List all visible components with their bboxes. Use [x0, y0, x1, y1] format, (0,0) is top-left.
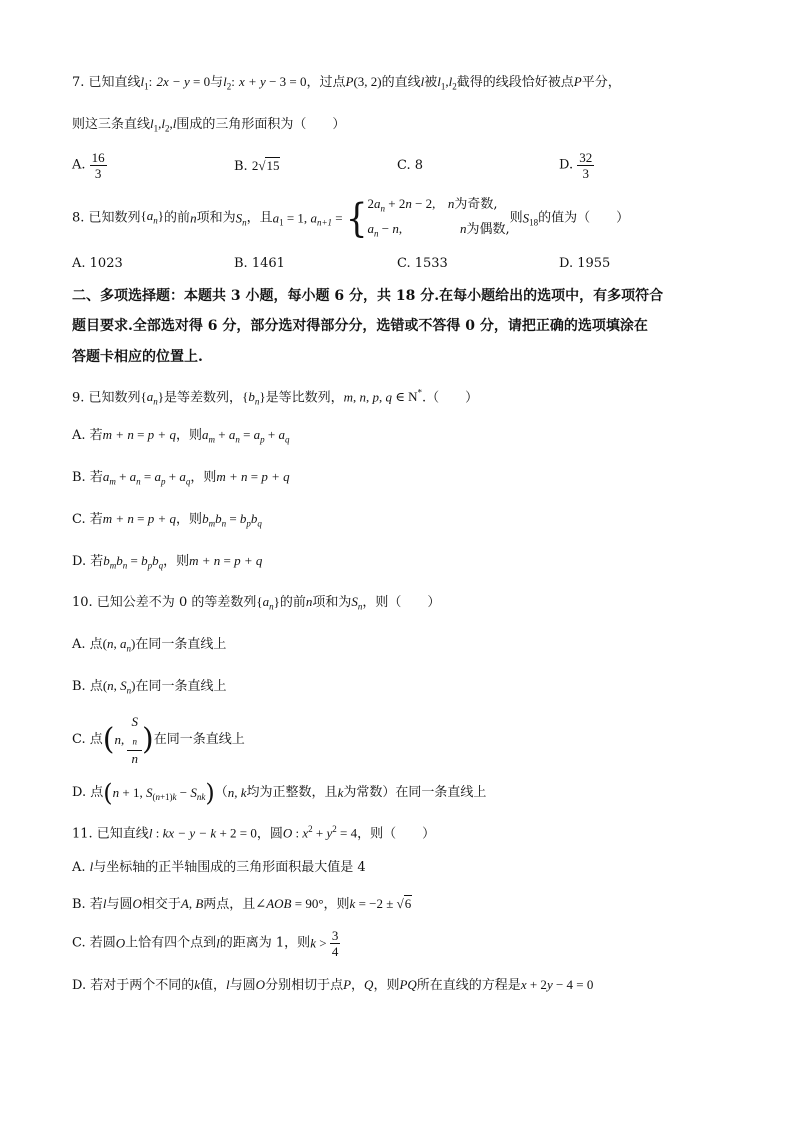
q7-option-b: B. 2√15	[234, 158, 280, 174]
q11-option-b: B. 若l与圆O相交于A, B两点，且∠AOB = 90°，则k = −2 ± √6	[72, 896, 412, 912]
q7-line1: 7. 已知直线$l_1$: 2x − y = 0与$l_2$: x + y − 3 = 0，过点P(3, 2)的直线l被$l_1,l_2$截得的线段恰好被点P平分，	[72, 74, 621, 92]
q7-option-a: A. $\frac{16}{3}$	[72, 150, 105, 181]
q8-option-a: A. 1023	[72, 256, 123, 271]
q8-stem: 8. 已知数列$\{a_n\}$的前n项和为$S_n$，且$a_1 = 1$, $a_{n+1}$ = { $2a_n + 2n - 2$, n为奇数, $a_n - n$, n为偶数, 则$S_{18}$的值为（ ）	[72, 195, 630, 242]
q10-stem: 10. 已知公差不为 0 的等差数列$\{a_n\}$的前n项和为$S_n$，则（ ）	[72, 594, 441, 612]
q11-stem: 11. 已知直线l : kx − y − k + 2 = 0，圆O : $x^2 + y^2 = 4$，则（ ）	[72, 824, 436, 842]
q9-option-b: B. 若$a_m + a_n = a_p + a_q$，则m + n = p + q	[72, 469, 290, 487]
q7-option-d: D. $\frac{32}{3}$	[559, 150, 593, 181]
section2-line3: 答题卡相应的位置上.	[72, 349, 203, 365]
q10-option-c: C. 点(n, S $_n$ n )在同一条直线上	[72, 714, 245, 766]
q9-option-a: A. 若m + n = p + q，则$a_m + a_n = a_p + a_q$	[72, 427, 290, 445]
q10-option-d: D. 点(n + 1, $S_{(n+1)k} - S_{nk})(n$, k均为正整数，且k为常数）在同一条直线上	[72, 779, 487, 807]
section2-line1: 二、多项选择题：本题共 3 小题，每小题 6 分，共 18 分.在每小题给出的选项中，有多项符合	[72, 288, 664, 304]
q11-option-c: C. 若圆O上恰有四个点到l的距离为 1，则k > $\frac{3}{4}$	[72, 928, 339, 959]
q7-option-c: C. 8	[397, 158, 424, 173]
q9-option-c: C. 若m + n = p + q，则$b_mb_n = b_pb_q$	[72, 511, 262, 529]
q11-option-d: D. 若对于两个不同的k值，l与圆O分别相切于点P，Q，则PQ所在直线的方程是x + 2y − 4 = 0	[72, 977, 594, 993]
q10-option-a: A. 点(n, $a_n$)在同一条直线上	[72, 636, 227, 654]
q8-option-d: D. 1955	[559, 256, 611, 271]
q9-option-d: D. 若$b_mb_n = b_pb_q$，则m + n = p + q	[72, 553, 263, 571]
q11-option-a: A. l与坐标轴的正半轴围成的三角形面积最大值是 4	[72, 859, 366, 875]
q7-line2: 则这三条直线$l_1,l_2,l$围成的三角形面积为（ ）	[72, 116, 346, 134]
q8-option-b: B. 1461	[234, 256, 285, 271]
section2-line2: 题目要求.全部选对得 6 分，部分选对得部分分，选错或不答得 0 分，请把正确的选项填涂在	[72, 318, 648, 334]
q9-stem: 9. 已知数列$\{a_n\}$是等差数列，$\{b_n\}$是等比数列，m, n, p, q ∈ N*.（ ）	[72, 388, 479, 407]
q8-option-c: C. 1533	[397, 256, 448, 271]
q10-option-b: B. 点(n, $S_n$)在同一条直线上	[72, 678, 227, 696]
